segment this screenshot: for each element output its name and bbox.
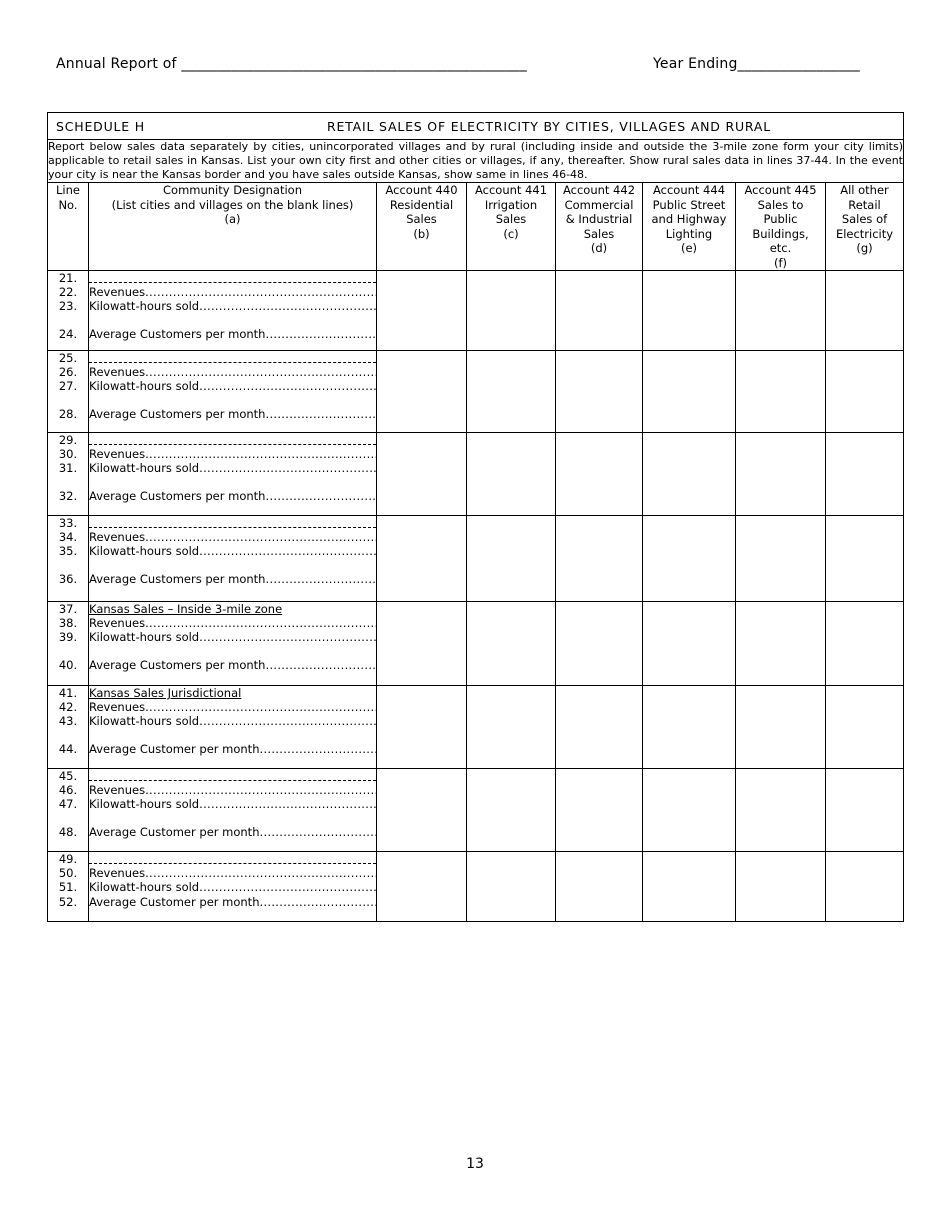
line-numbers: 25. 26. 27. 28.: [48, 351, 89, 433]
col-header-a: Community Designation (List cities and villages on the blank lines) (a): [89, 183, 377, 271]
cell-col-e[interactable]: [643, 516, 736, 602]
table-row: [48, 852, 904, 922]
cell-col-g[interactable]: [826, 516, 904, 602]
cell-col-d[interactable]: [556, 769, 643, 852]
community-name-blank[interactable]: [89, 351, 376, 365]
cell-col-g[interactable]: [826, 271, 904, 351]
customers-label: Average Customers per month .....: [89, 489, 376, 503]
col-header-line: Line No.: [48, 183, 89, 271]
line-numbers: 41. 42. 43. 44.: [48, 686, 89, 769]
cell-col-e[interactable]: [643, 271, 736, 351]
cell-col-d[interactable]: [556, 852, 643, 922]
page-number: 13: [466, 1156, 484, 1172]
table-row: [48, 686, 904, 769]
col-header-f: Account 445 Sales to Public Buildings, etc. (f): [736, 183, 826, 271]
cell-col-c[interactable]: [467, 602, 556, 686]
community-name-blank[interactable]: [89, 271, 376, 285]
col-header-c: Account 441 Irrigation Sales (c): [467, 183, 556, 271]
community-designation: [89, 602, 377, 686]
customers-label: Average Customers per month .....: [89, 658, 376, 672]
kwh-label: Kilowatt-hours sold .....: [89, 880, 376, 894]
customers-label: Average Customers per month .....: [89, 572, 376, 586]
schedule-h-table: [47, 112, 904, 922]
cell-col-g[interactable]: [826, 602, 904, 686]
cell-col-e[interactable]: [643, 852, 736, 922]
cell-col-c[interactable]: [467, 271, 556, 351]
kwh-label: Kilowatt-hours sold .....: [89, 544, 376, 558]
community-title: Kansas Sales – Inside 3-mile zone: [89, 602, 283, 616]
cell-col-f[interactable]: [736, 852, 826, 922]
cell-col-b[interactable]: [377, 433, 467, 516]
table-row: [48, 271, 904, 351]
col-header-e: Account 444 Public Street and Highway Lighting (e): [643, 183, 736, 271]
customers-label: Average Customer per month .....: [89, 895, 376, 909]
cell-col-e[interactable]: [643, 351, 736, 433]
cell-col-c[interactable]: [467, 852, 556, 922]
cell-col-b[interactable]: [377, 686, 467, 769]
customers-label: Average Customer per month .....: [89, 742, 376, 756]
col-header-g: All other Retail Sales of Electricity (g): [826, 183, 904, 271]
cell-col-f[interactable]: [736, 686, 826, 769]
cell-col-c[interactable]: [467, 686, 556, 769]
col-header-b: Account 440 Residential Sales (b): [377, 183, 467, 271]
revenues-label: Revenues .....: [89, 365, 376, 379]
kwh-label: Kilowatt-hours sold .....: [89, 461, 376, 475]
schedule-title: RETAIL SALES OF ELECTRICITY BY CITIES, VILLAGES AND RURAL: [327, 119, 771, 134]
community-designation: [89, 852, 377, 922]
cell-col-d[interactable]: [556, 351, 643, 433]
cell-col-d[interactable]: [556, 271, 643, 351]
cell-col-e[interactable]: [643, 433, 736, 516]
cell-col-g[interactable]: [826, 433, 904, 516]
community-designation: [89, 516, 377, 602]
table-row: [48, 602, 904, 686]
customers-label: Average Customers per month .....: [89, 407, 376, 421]
cell-col-d[interactable]: [556, 516, 643, 602]
line-numbers: 37. 38. 39. 40.: [48, 602, 89, 686]
community-name-blank[interactable]: [89, 852, 376, 866]
revenues-label: Revenues .....: [89, 616, 376, 630]
kwh-label: Kilowatt-hours sold .....: [89, 299, 376, 313]
cell-col-b[interactable]: [377, 769, 467, 852]
cell-col-g[interactable]: [826, 686, 904, 769]
cell-col-f[interactable]: [736, 516, 826, 602]
table-row: [48, 433, 904, 516]
cell-col-e[interactable]: [643, 769, 736, 852]
revenues-label: Revenues .....: [89, 285, 376, 299]
report-header: [56, 56, 860, 72]
revenues-label: Revenues .....: [89, 783, 376, 797]
table-row: [48, 769, 904, 852]
col-header-d: Account 442 Commercial & Industrial Sales (d): [556, 183, 643, 271]
community-designation: [89, 686, 377, 769]
cell-col-f[interactable]: [736, 602, 826, 686]
cell-col-b[interactable]: [377, 271, 467, 351]
line-numbers: 21. 22. 23. 24.: [48, 271, 89, 351]
annual-report-field[interactable]: Annual Report of ________________________________________________: [56, 56, 527, 72]
schedule-title-row: [48, 113, 904, 140]
cell-col-e[interactable]: [643, 602, 736, 686]
customers-label: Average Customer per month .....: [89, 825, 376, 839]
line-numbers: 33. 34. 35. 36.: [48, 516, 89, 602]
schedule-instructions: Report below sales data separately by cities, unincorporated villages and by rural (including inside and outside the 3-mile zone form your city limits) applicable to retail sales in Kansas. List your own city first and other cities or villages, if any, thereafter. Show rural sales data in lines 37-44. In the event your city is near the Kansas border and you have sales outside Kansas, show same in lines 46-48.: [48, 140, 903, 181]
cell-col-d[interactable]: [556, 686, 643, 769]
revenues-label: Revenues .....: [89, 700, 376, 714]
line-numbers: 45. 46. 47. 48.: [48, 769, 89, 852]
cell-col-c[interactable]: [467, 516, 556, 602]
community-name-blank[interactable]: [89, 516, 376, 530]
column-header-row: [48, 183, 904, 271]
line-numbers: 29. 30. 31. 32.: [48, 433, 89, 516]
cell-col-f[interactable]: [736, 769, 826, 852]
table-row: [48, 351, 904, 433]
cell-col-g[interactable]: [826, 852, 904, 922]
community-designation: [89, 271, 377, 351]
community-name-blank[interactable]: [89, 769, 376, 783]
cell-col-d[interactable]: [556, 602, 643, 686]
kwh-label: Kilowatt-hours sold .....: [89, 797, 376, 811]
cell-col-g[interactable]: [826, 769, 904, 852]
cell-col-f[interactable]: [736, 433, 826, 516]
cell-col-e[interactable]: [643, 686, 736, 769]
line-numbers: 49. 50. 51. 52.: [48, 852, 89, 922]
kwh-label: Kilowatt-hours sold .....: [89, 379, 376, 393]
cell-col-d[interactable]: [556, 433, 643, 516]
revenues-label: Revenues .....: [89, 530, 376, 544]
community-name-blank[interactable]: [89, 433, 376, 447]
community-title: Kansas Sales Jurisdictional: [89, 686, 242, 700]
customers-label: Average Customers per month .....: [89, 327, 376, 341]
cell-col-g[interactable]: [826, 351, 904, 433]
cell-col-b[interactable]: [377, 602, 467, 686]
community-designation: [89, 769, 377, 852]
cell-col-c[interactable]: [467, 769, 556, 852]
revenues-label: Revenues .....: [89, 866, 376, 880]
table-row: [48, 516, 904, 602]
cell-col-b[interactable]: [377, 852, 467, 922]
cell-col-b[interactable]: [377, 516, 467, 602]
cell-col-f[interactable]: [736, 351, 826, 433]
cell-col-f[interactable]: [736, 271, 826, 351]
revenues-label: Revenues .....: [89, 447, 376, 461]
cell-col-c[interactable]: [467, 433, 556, 516]
year-ending-field[interactable]: Year Ending_________________: [653, 56, 860, 72]
community-designation: [89, 351, 377, 433]
cell-col-c[interactable]: [467, 351, 556, 433]
community-designation: [89, 433, 377, 516]
cell-col-b[interactable]: [377, 351, 467, 433]
schedule-id: SCHEDULE H: [56, 119, 145, 134]
kwh-label: Kilowatt-hours sold .....: [89, 714, 376, 728]
kwh-label: Kilowatt-hours sold .....: [89, 630, 376, 644]
